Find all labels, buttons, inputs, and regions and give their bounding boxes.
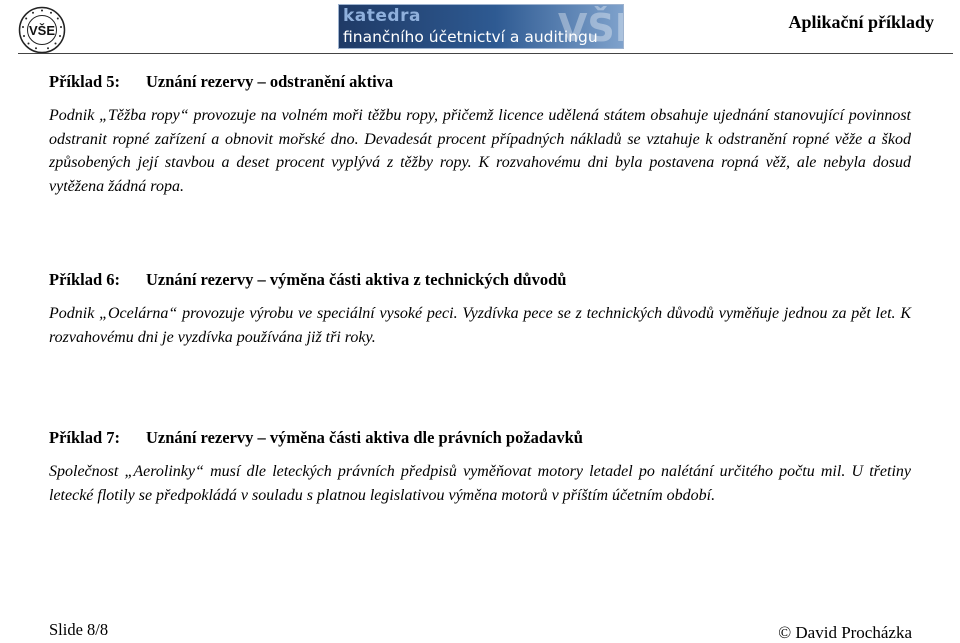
vse-logo bbox=[18, 6, 66, 54]
example-number: Příklad 7: bbox=[49, 428, 121, 447]
example-title: Uznání rezervy – odstranění aktiva bbox=[146, 72, 394, 91]
slide-number: Slide 8/8 bbox=[49, 620, 109, 639]
example-text: Podnik „Těžba ropy“ provozuje na volném moři těžbu ropy, přičemž licence udělená státem obsahuje ujednání stanovující povinnost odstranit ropné zařízení a obnovit mořské dno. Devadesát procent případných nákladů se vztahuje k odstranění ropné věže a škod způsobených její stavbou a deset procent vyplývá z těžby ropy. K rozvahovému dni byla postavena ropná věž, ale nebyla dosud vytěžena žádná ropa. bbox=[49, 107, 911, 195]
department-banner bbox=[338, 4, 641, 50]
example-title: Uznání rezervy – výměna části aktiva z technických důvodů bbox=[146, 270, 567, 289]
example-text: Podnik „Ocelárna“ provozuje výrobu ve speciální vysoké peci. Vyzdívka pece se z technických důvodů vyměňuje jednou za pět let. K rozvahovému dni je vyzdívka používána již tři roky. bbox=[49, 305, 911, 346]
header-divider bbox=[18, 53, 953, 54]
example-title: Uznání rezervy – výměna části aktiva dle právních požadavků bbox=[146, 428, 583, 447]
example-text: Společnost „Aerolinky“ musí dle leteckých právních předpisů vyměňovat motory letadel po nalétání určitého počtu mil. U třetiny letecké flotily se předpokládá v souladu s platnou legislativou výměna motorů v příštím účetním období. bbox=[49, 463, 911, 504]
example-5 bbox=[49, 72, 911, 198]
svg-text:VŠE: VŠE bbox=[558, 6, 641, 50]
page-title: Aplikační příklady bbox=[788, 12, 934, 32]
banner-line2: finančního účetnictví a auditingu bbox=[343, 28, 598, 46]
author-credit: © David Procházka bbox=[778, 623, 912, 642]
example-6 bbox=[49, 270, 911, 349]
example-number: Příklad 6: bbox=[49, 270, 121, 289]
banner-line1: katedra bbox=[343, 6, 421, 26]
example-heading bbox=[49, 428, 911, 448]
example-heading bbox=[49, 270, 911, 290]
example-7 bbox=[49, 428, 911, 507]
example-number: Příklad 5: bbox=[49, 72, 121, 91]
vse-logo-icon bbox=[18, 6, 66, 54]
example-heading bbox=[49, 72, 911, 92]
svg-text:VŠE: VŠE bbox=[28, 23, 56, 38]
